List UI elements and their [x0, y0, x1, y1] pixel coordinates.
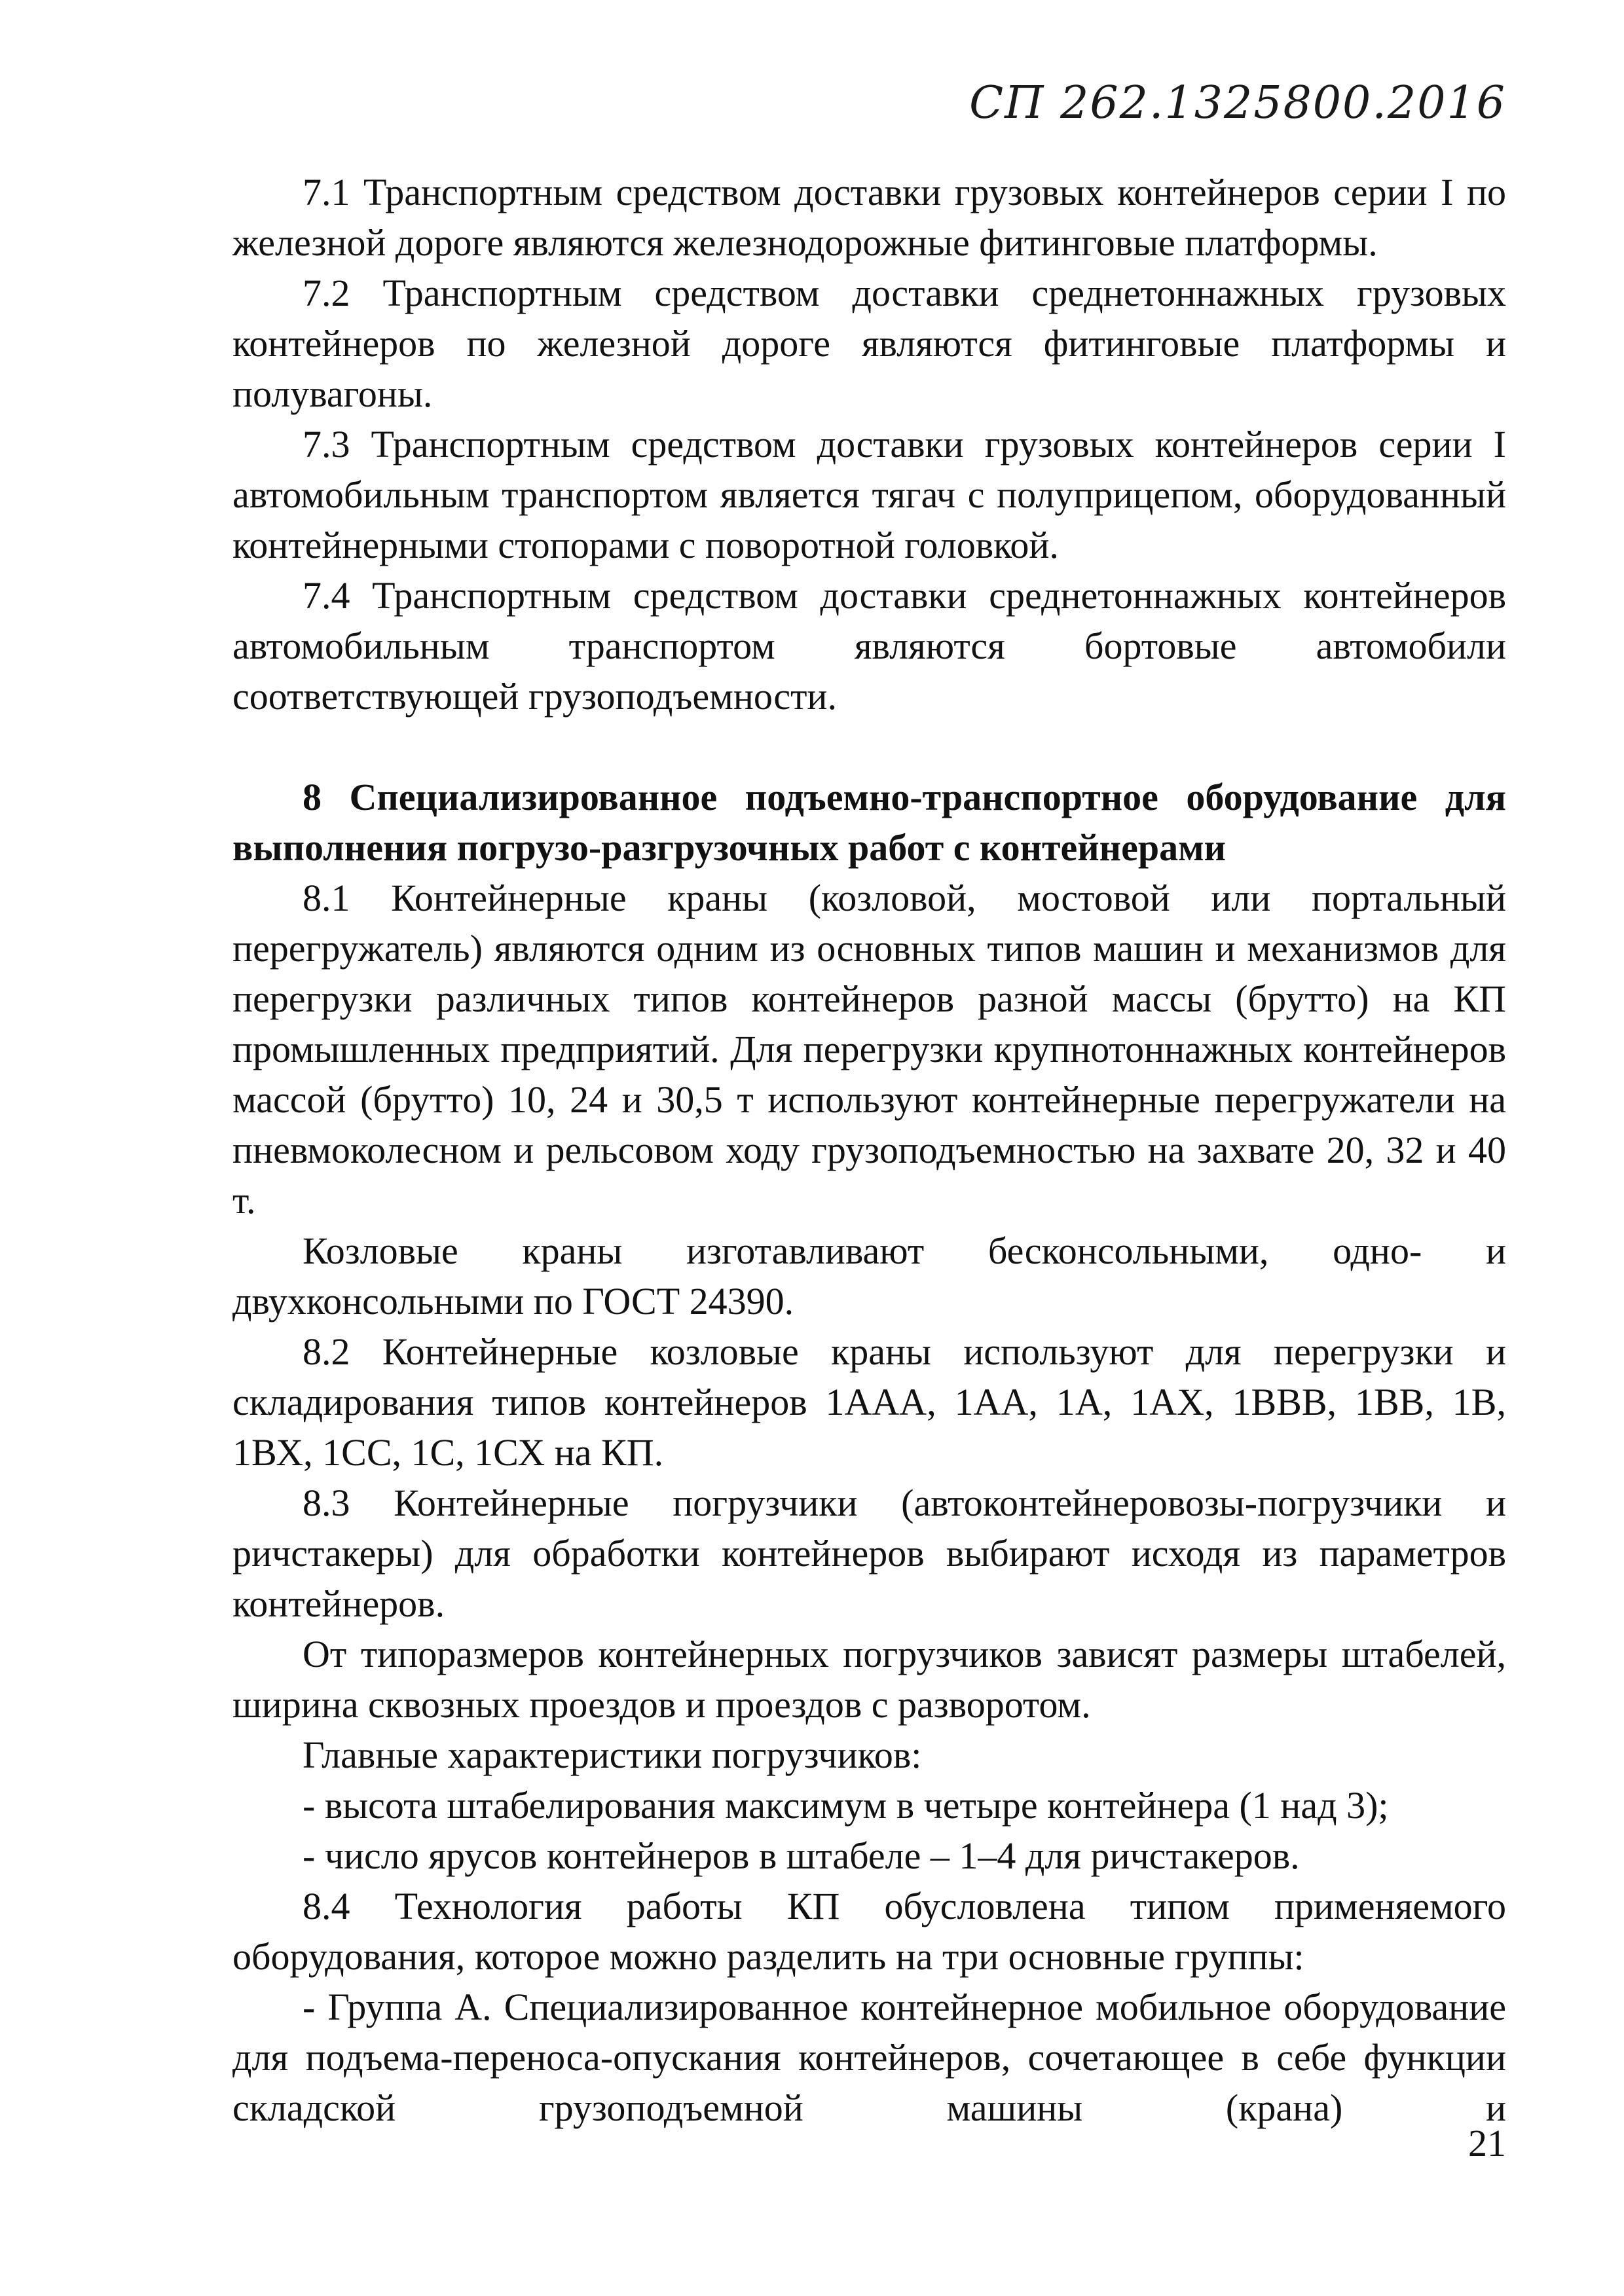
paragraph-8-2: 8.2 Контейнерные козловые краны используют для перегрузки и складирования типов контейнеров 1ААА, 1АА, 1А, 1АХ, 1ВВВ, 1ВВ, 1В, 1ВХ, 1СС, 1С, 1СХ на КП. [232, 1330, 1506, 1474]
section-8-heading: 8 Специализированное подъемно-транспортное оборудование для выполнения погрузо-разгрузочных работ с контейнерами [232, 776, 1506, 869]
paragraph-characteristics: Главные характеристики погрузчиков: [303, 1734, 922, 1776]
paragraph-sizes: От типоразмеров контейнерных погрузчиков зависят размеры штабелей, ширина сквозных проездов и проездов с разворотом. [232, 1633, 1506, 1726]
paragraph-gost: Козловые краны изготавливают бесконсольными, одно- и двухконсольными по ГОСТ 24390. [232, 1230, 1506, 1322]
section-spacer [232, 721, 1506, 772]
paragraph-7-3: 7.3 Транспортным средством доставки грузовых контейнеров серии I автомобильным транспортом является тягач с полуприцепом, оборудованный контейнерными стопорами с поворотной головкой. [232, 423, 1506, 566]
paragraph-group-a: - Группа А. Специализированное контейнерное мобильное оборудование для подъема-переноса-опускания контейнеров, сочетающее в себе функции складской грузоподъемной машины (крана) и [232, 1986, 1506, 2129]
paragraph-7-4: 7.4 Транспортным средством доставки среднетоннажных контейнеров автомобильным транспортом являются бортовые автомобили соответствующей грузоподъемности. [232, 574, 1506, 718]
paragraph-8-4: 8.4 Технология работы КП обусловлена типом применяемого оборудования, которое можно разделить на три основные группы: [232, 1885, 1506, 1978]
paragraph-8-1: 8.1 Контейнерные краны (козловой, мостовой или портальный перегружатель) являются одним из основных типов машин и механизмов для перегрузки различных типов контейнеров разной массы (брутто) на КП промышленных предприятий. Для перегрузки крупнотоннажных контейнеров массой (брутто) 10, 24 и 30,5 т используют контейнерные перегружатели на пневмоколесном и рельсовом ходу грузоподъемностью на захвате 20, 32 и 40 т. [232, 877, 1506, 1222]
document-code: СП 262.1325800.2016 [969, 77, 1506, 129]
page-content [232, 167, 1506, 2133]
page-number: 21 [1468, 2122, 1506, 2164]
list-item: - число ярусов контейнеров в штабеле – 1–4 для ричстакеров. [303, 1834, 1300, 1877]
paragraph-7-2: 7.2 Транспортным средством доставки среднетоннажных грузовых контейнеров по железной дороге являются фитинговые платформы и полувагоны. [232, 272, 1506, 415]
paragraph-8-3: 8.3 Контейнерные погрузчики (автоконтейнеровозы-погрузчики и ричстакеры) для обработки контейнеров выбирают исходя из параметров контейнеров. [232, 1482, 1506, 1625]
paragraph-7-1: 7.1 Транспортным средством доставки грузовых контейнеров серии I по железной дороге являются железнодорожные фитинговые платформы. [232, 171, 1506, 264]
list-item: - высота штабелирования максимум в четыре контейнера (1 над 3); [303, 1784, 1389, 1827]
